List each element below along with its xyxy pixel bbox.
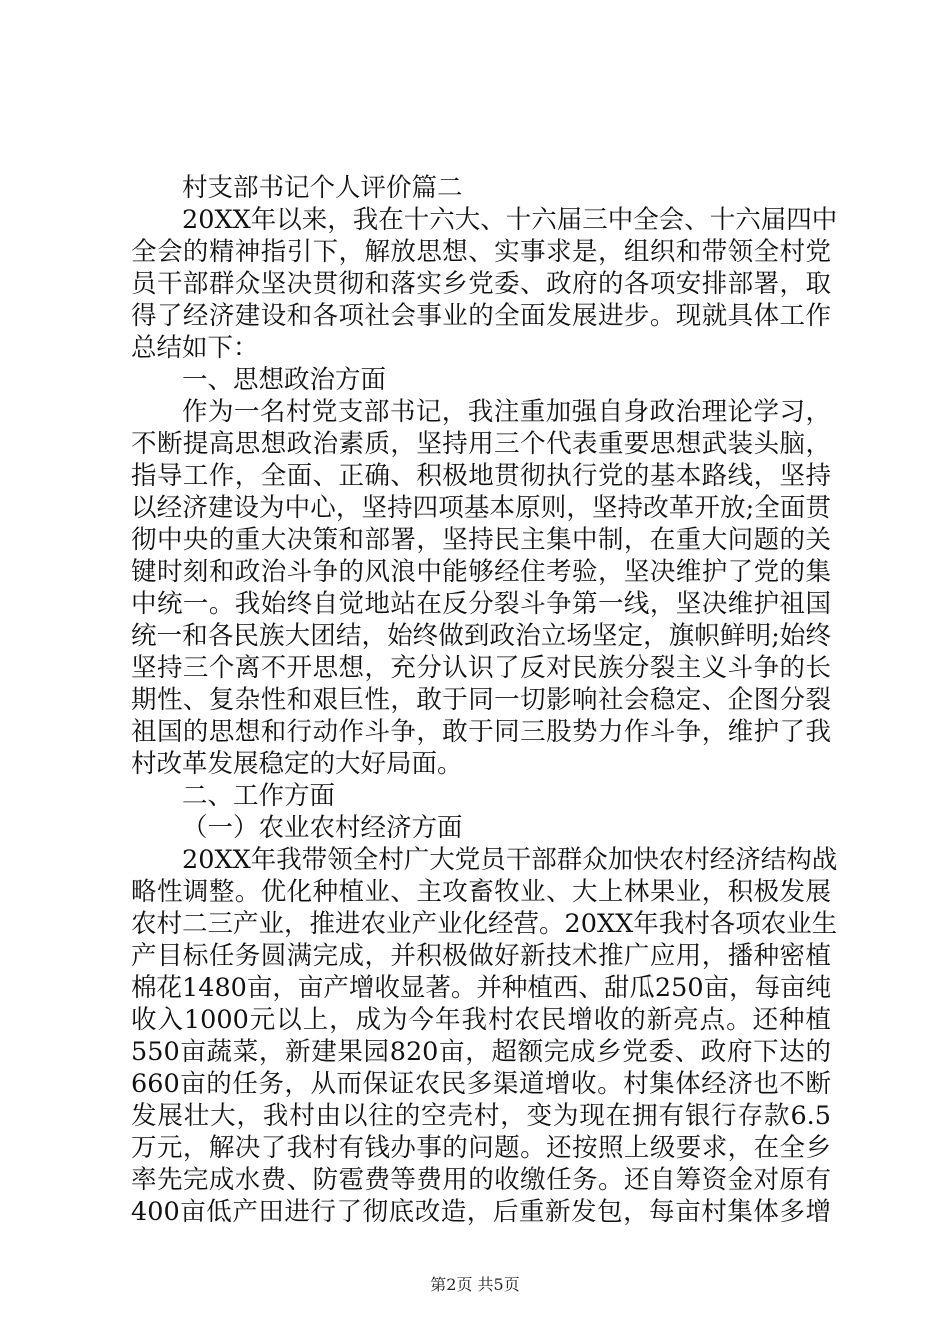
text-line: 二、工作方面 [182,781,336,811]
text-line: 棉花1480亩，亩产增收显著。并种植西、甜瓜250亩，每亩纯 [131,973,832,1003]
text-line: 20XX年我带领全村广大党员干部群众加快农村经济结构战 [182,845,838,875]
text-line: 660亩的任务，从而保证农民多渠道增收。村集体经济也不断 [131,1069,831,1099]
text-line: 400亩低产田进行了彻底改造，后重新发包，每亩村集体多增 [131,1197,831,1227]
text-line: 总结如下： [131,333,259,363]
text-line: 统一和各民族大团结，始终做到政治立场坚定，旗帜鲜明;始终 [131,621,831,651]
text-line: 坚持三个离不开思想，充分认识了反对民族分裂主义斗争的长 [131,653,831,683]
text-line: 键时刻和政治斗争的风浪中能够经住考验，坚决维护了党的集 [131,557,831,587]
text-line: 指导工作，全面、正确、积极地贯彻执行党的基本路线，坚持 [131,461,831,491]
text-line: 全会的精神指引下，解放思想、实事求是，组织和带领全村党 [131,237,831,267]
text-line: 一、思想政治方面 [182,365,387,395]
text-line: 率先完成水费、防雹费等费用的收缴任务。还自筹资金对原有 [131,1165,831,1195]
text-line: 期性、复杂性和艰巨性，敢于同一切影响社会稳定、企图分裂 [131,685,831,715]
text-line: 550亩蔬菜，新建果园820亩，超额完成乡党委、政府下达的 [131,1037,831,1067]
text-line: 万元，解决了我村有钱办事的问题。还按照上级要求，在全乡 [131,1133,831,1163]
text-line: 收入1000元以上，成为今年我村农民增收的新亮点。还种植 [131,1005,831,1035]
text-line: 中统一。我始终自觉地站在反分裂斗争第一线，坚决维护祖国 [131,589,831,619]
text-line: 略性调整。优化种植业、主攻畜牧业、大上林果业，积极发展 [131,877,831,907]
text-line: 村改革发展稳定的大好局面。 [131,749,463,779]
text-line: 不断提高思想政治素质，坚持用三个代表重要思想武装头脑， [131,429,831,459]
text-line: 农村二三产业，推进农业产业化经营。20XX年我村各项农业生 [131,909,838,939]
text-line: 祖国的思想和行动作斗争，敢于同三股势力作斗争，维护了我 [131,717,831,747]
text-line: 产目标任务圆满完成，并积极做好新技术推广应用，播种密植 [131,941,831,971]
text-line: 员干部群众坚决贯彻和落实乡党委、政府的各项安排部署，取 [131,269,831,299]
text-line: 得了经济建设和各项社会事业的全面发展进步。现就具体工作 [131,301,831,331]
text-line: （一）农业农村经济方面 [182,813,463,843]
text-line: 彻中央的重大决策和部署，坚持民主集中制，在重大问题的关 [131,525,831,555]
text-line: 村支部书记个人评价篇二 [182,173,463,203]
text-line: 作为一名村党支部书记，我注重加强自身政治理论学习， [182,397,831,427]
page-number-footer: 第2页 共5页 [430,1275,520,1294]
text-line: 20XX年以来，我在十六大、十六届三中全会、十六届四中 [182,205,838,235]
document-body [131,172,838,1228]
text-line: 发展壮大，我村由以往的空壳村，变为现在拥有银行存款6.5 [131,1101,831,1131]
text-line: 以经济建设为中心，坚持四项基本原则，坚持改革开放;全面贯 [131,493,831,523]
